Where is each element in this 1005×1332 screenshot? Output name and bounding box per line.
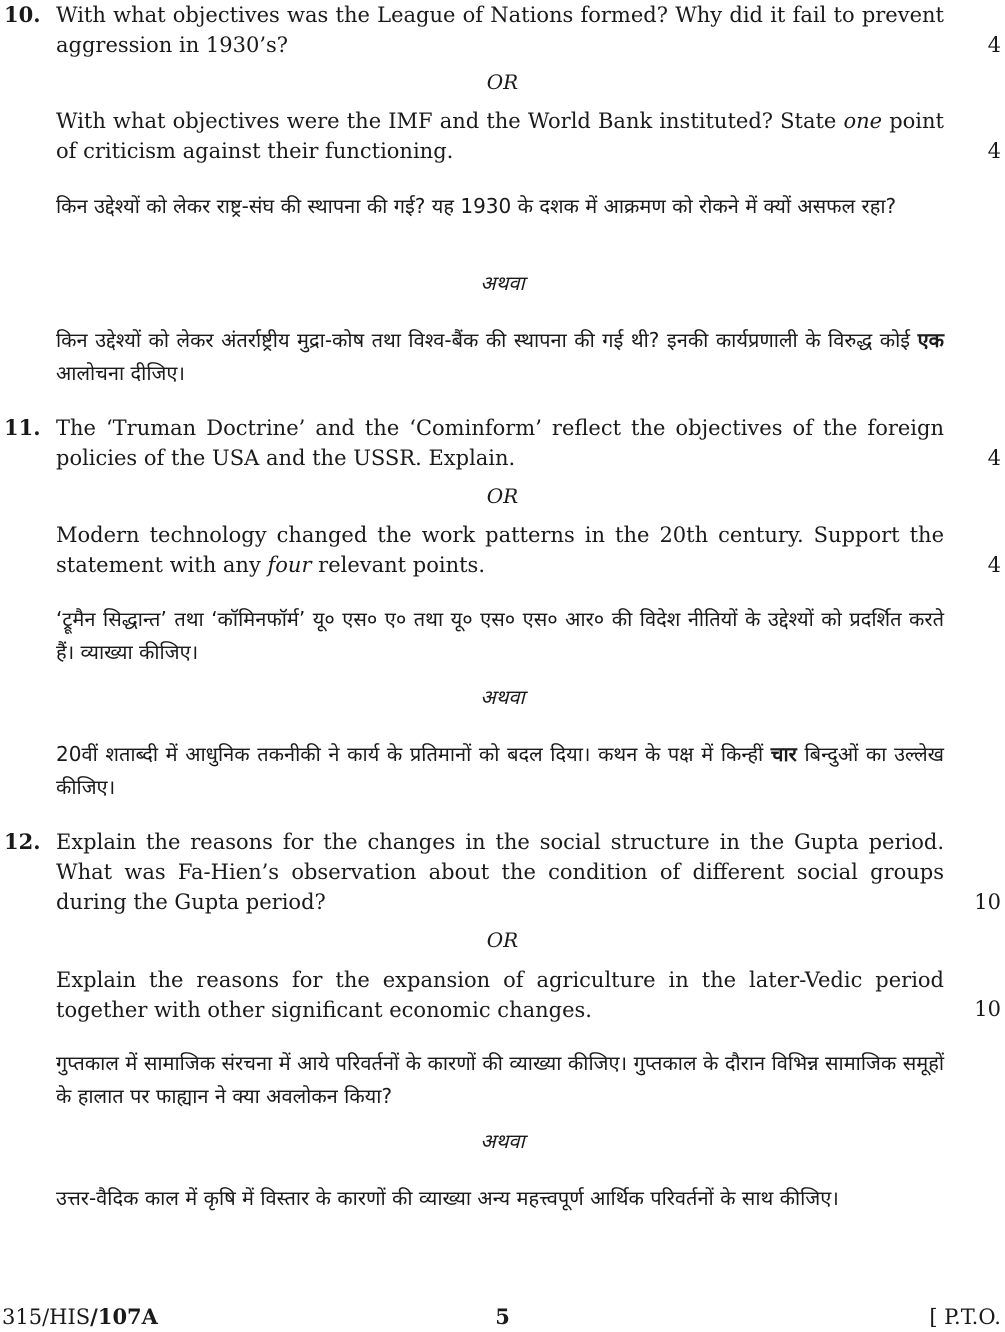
or-separator-en: OR — [486, 70, 519, 94]
page-number: 5 — [495, 1304, 510, 1329]
or-separator-en: OR — [486, 484, 519, 508]
question-text-en: Explain the reasons for the changes in the social structure in the Gupta period. What was Fa-Hien’s observation about the condition of different social groups during the Gupta period? — [56, 830, 944, 914]
marks: 4 — [987, 139, 1001, 163]
question-text-en: With what objectives was the League of Nations formed? Why did it fail to prevent aggression in 1930’s? — [56, 3, 944, 57]
question-number: 11. — [4, 415, 41, 440]
marks: 10 — [974, 890, 1001, 914]
pto-label: [ P.T.O. — [929, 1305, 1001, 1329]
marks: 10 — [974, 997, 1001, 1021]
or-separator-hi: अथवा — [480, 1129, 525, 1153]
question-text-hi: किन उद्देश्यों को लेकर राष्ट्र-संघ की स्थापना की गई? यह 1930 के दशक में आक्रमण को रोकने में क्यों असफल रहा? — [56, 194, 897, 218]
marks: 4 — [987, 33, 1001, 57]
paper-code: 315/HIS/107A — [2, 1304, 158, 1329]
question-number: 12. — [4, 829, 41, 854]
question-text-hi: ‘ट्रूमैन सिद्धान्त’ तथा ‘कॉमिनफॉर्म’ यू० एस० ए० तथा यू० एस० एस० आर० की विदेश नीतियों के उद्देश्यों को प्रदर्शित करते हैं। व्याख्या कीजिए। — [56, 607, 944, 664]
question-number: 10. — [4, 2, 41, 27]
or-separator-hi: अथवा — [480, 271, 525, 295]
alt-question-text-hi: किन उद्देश्यों को लेकर अंतर्राष्ट्रीय मुद्रा-कोष तथा विश्व-बैंक की स्थापना की गई थी? इनकी कार्यप्रणाली के विरुद्ध कोई एक आलोचना दीजिए। — [56, 328, 944, 385]
alt-question-text-en: With what objectives were the IMF and the World Bank instituted? State one point of criticism against their functioning. — [56, 109, 944, 163]
marks: 4 — [987, 446, 1001, 470]
alt-question-text-en: Modern technology changed the work patterns in the 20th century. Support the statement with any four relevant points. — [56, 523, 944, 577]
marks: 4 — [987, 553, 1001, 577]
or-separator-hi: अथवा — [480, 685, 525, 709]
question-text-hi: गुप्तकाल में सामाजिक संरचना में आये परिवर्तनों के कारणों की व्याख्या कीजिए। गुप्तकाल के दौरान विभिन्न सामाजिक समूहों के हालात पर फाह्यान ने क्या अवलोकन किया? — [56, 1051, 944, 1108]
or-separator-en: OR — [486, 928, 519, 952]
alt-question-text-hi: 20वीं शताब्दी में आधुनिक तकनीकी ने कार्य के प्रतिमानों को बदल दिया। कथन के पक्ष में किन्हीं चार बिन्दुओं का उल्लेख कीजिए। — [56, 742, 944, 799]
alt-question-text-hi: उत्तर-वैदिक काल में कृषि में विस्तार के कारणों की व्याख्या अन्य महत्त्वपूर्ण आर्थिक परिवर्तनों के साथ कीजिए। — [56, 1186, 839, 1210]
question-text-en: The ‘Truman Doctrine’ and the ‘Cominform’ reflect the objectives of the foreign policies of the USA and the USSR. Explain. — [56, 416, 944, 470]
alt-question-text-en: Explain the reasons for the expansion of agriculture in the later-Vedic period together with other significant economic changes. — [56, 968, 944, 1022]
